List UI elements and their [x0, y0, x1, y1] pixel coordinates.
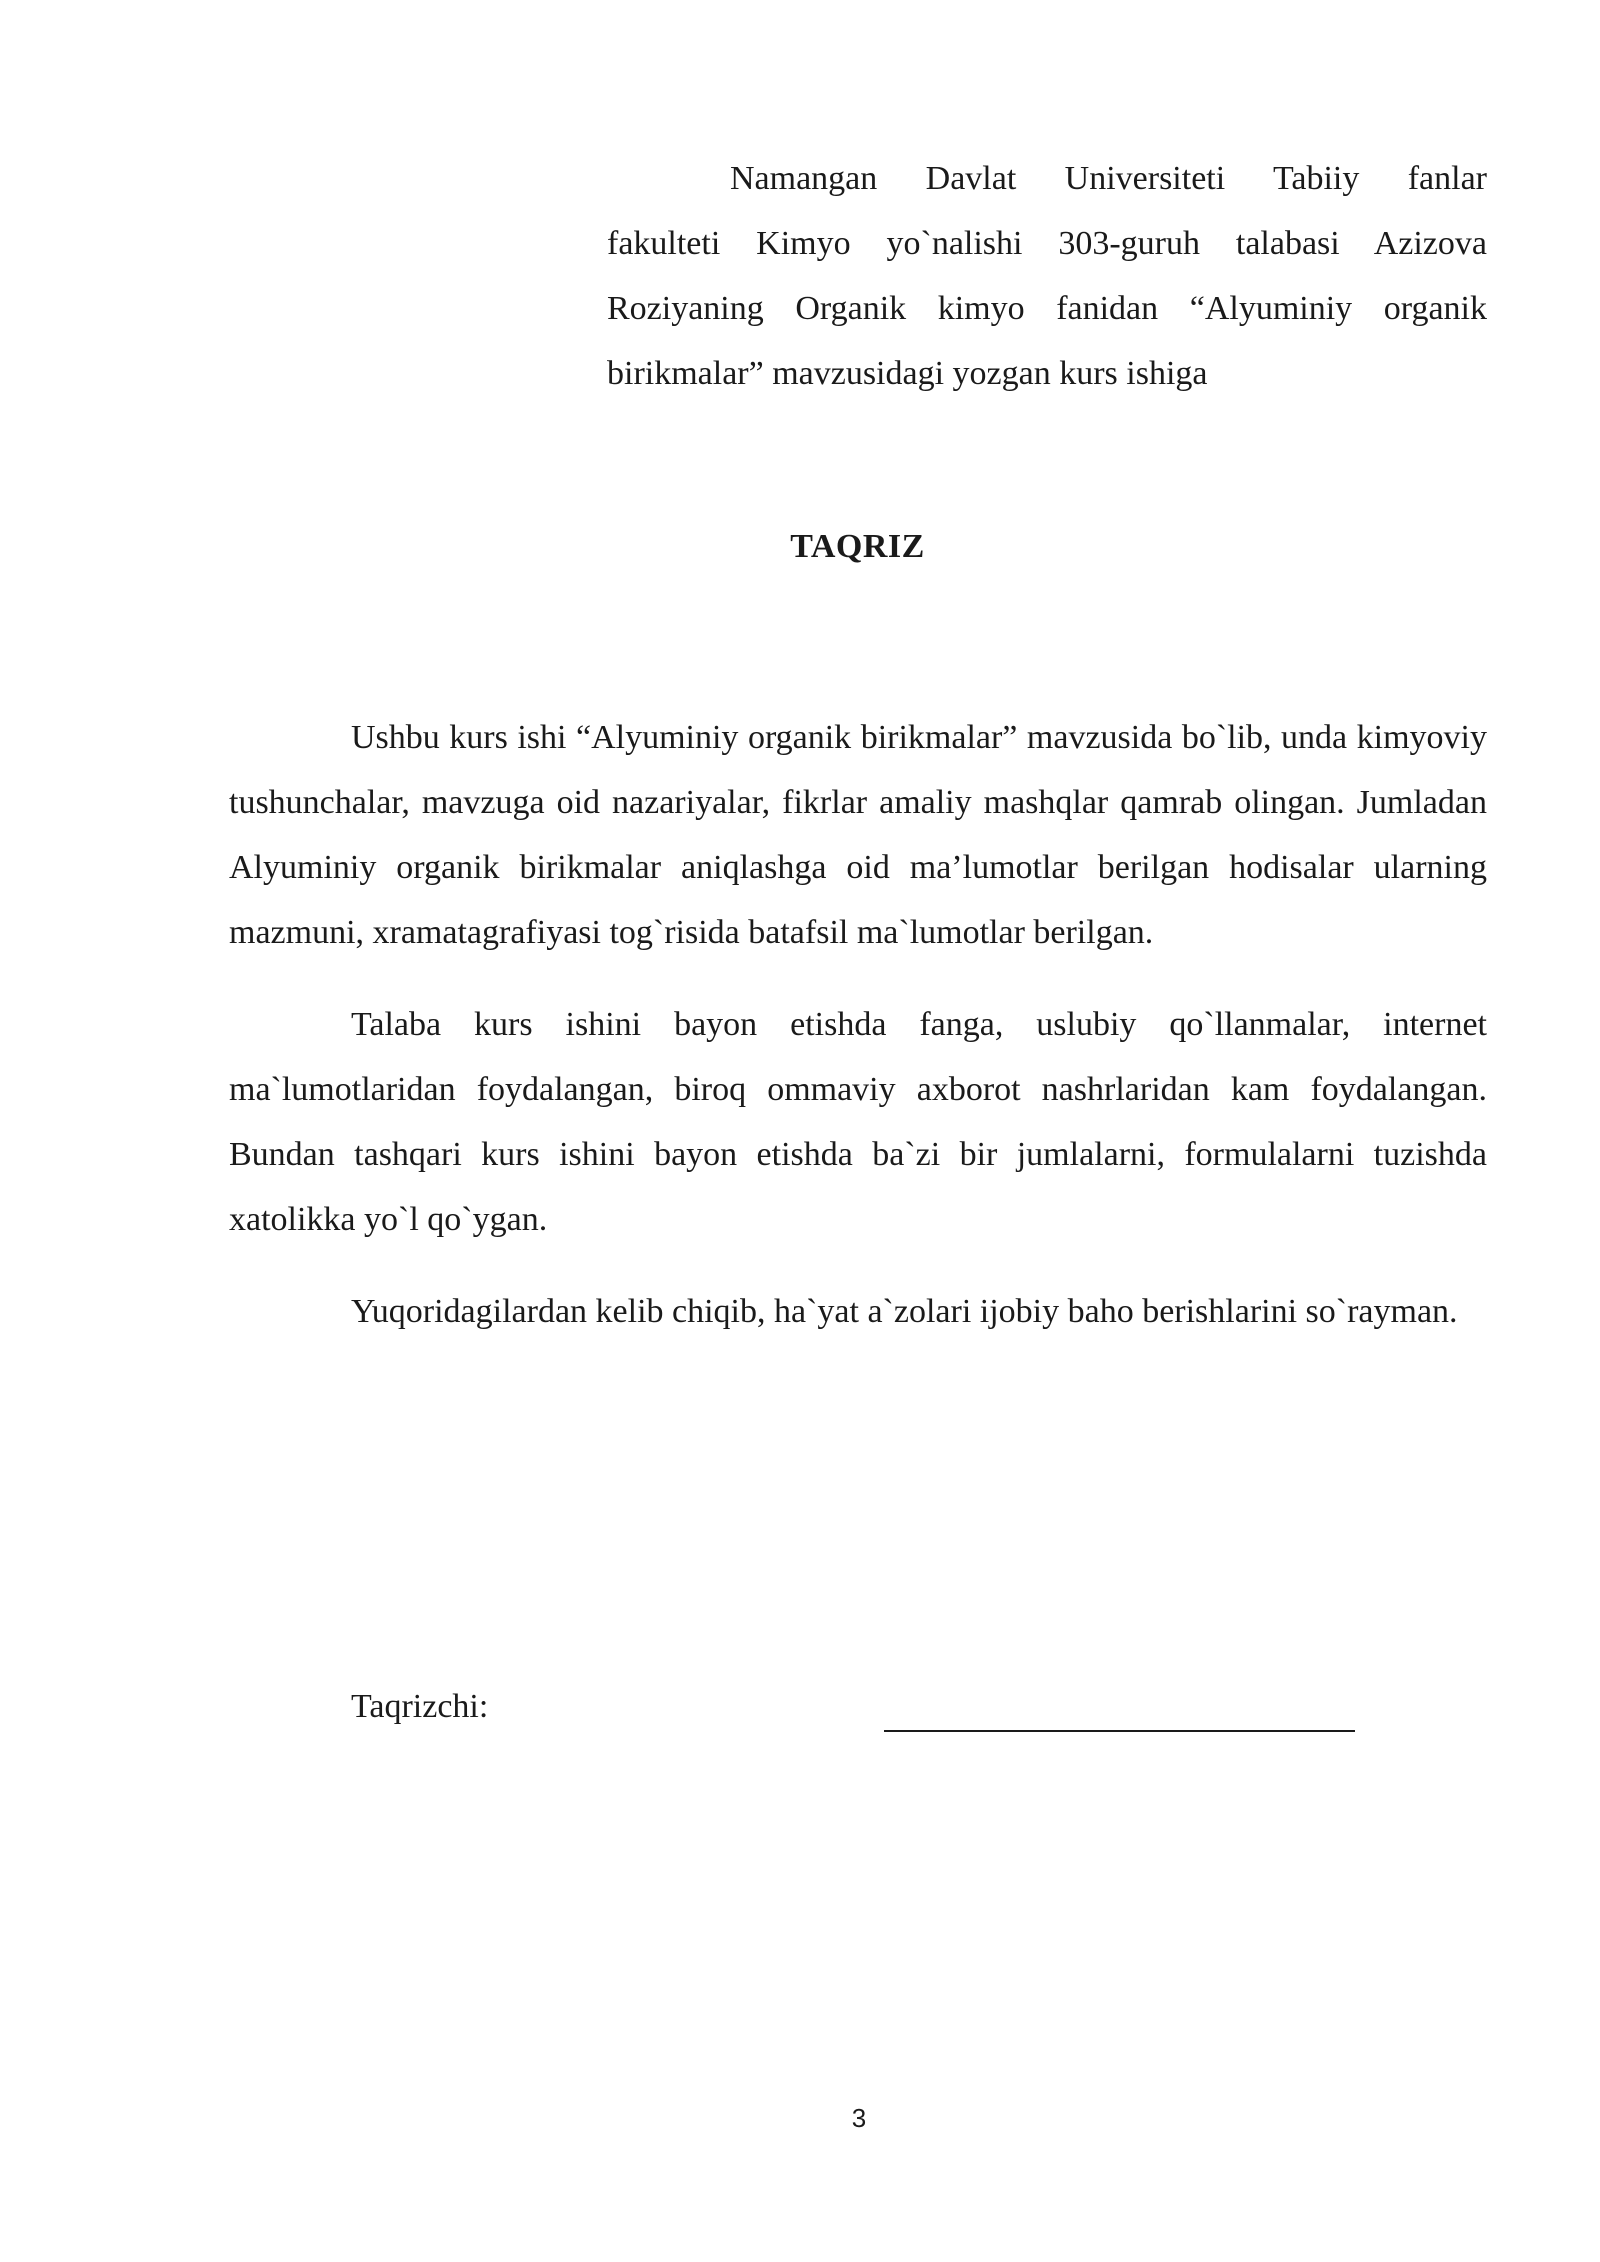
paragraph-1: Ushbu kurs ishi “Alyuminiy organik birikmalar” mavzusida bo`lib, unda kimyoviy tushunchalar, mavzuga oid nazariyalar, fikrlar amaliy mashqlar qamrab olingan. Jumladan Alyuminiy organik birikmalar aniqlashga oid ma’lumotlar berilgan hodisalar ularning mazmuni, xramatagrafiyasi tog`risida batafsil ma`lumotlar berilgan.	[229, 719, 1487, 951]
page-number: 3	[851, 2103, 867, 2133]
review-body	[229, 705, 1487, 1371]
heading-line-3: Roziyaning Organik kimyo fanidan “Alyuminiy organik	[607, 290, 1487, 327]
paragraph-3: Yuqoridagilardan kelib chiqib, ha`yat a`zolari ijobiy baho berishlarini so`rayman.	[351, 1293, 1458, 1330]
review-subject-heading	[607, 146, 1487, 406]
heading-line-4: birikmalar” mavzusidagi yozgan kurs ishiga	[607, 355, 1208, 392]
reviewer-label: Taqrizchi:	[351, 1688, 489, 1725]
document-title: TAQRIZ	[790, 528, 925, 565]
heading-line-2: fakulteti Kimyo yo`nalishi 303-guruh talabasi Azizova	[607, 225, 1487, 262]
signature-block	[351, 1688, 1351, 1748]
signature-line	[884, 1730, 1355, 1732]
heading-line-1: Namangan Davlat Universiteti Tabiiy fanlar	[730, 160, 1487, 197]
paragraph-2: Talaba kurs ishini bayon etishda fanga, uslubiy qo`llanmalar, internet ma`lumotlaridan foydalangan, biroq ommaviy axborot nashrlaridan kam foydalangan. Bundan tashqari kurs ishini bayon etishda ba`zi bir jumlalarni, formulalarni tuzishda xatolikka yo`l qo`ygan.	[229, 1006, 1487, 1238]
